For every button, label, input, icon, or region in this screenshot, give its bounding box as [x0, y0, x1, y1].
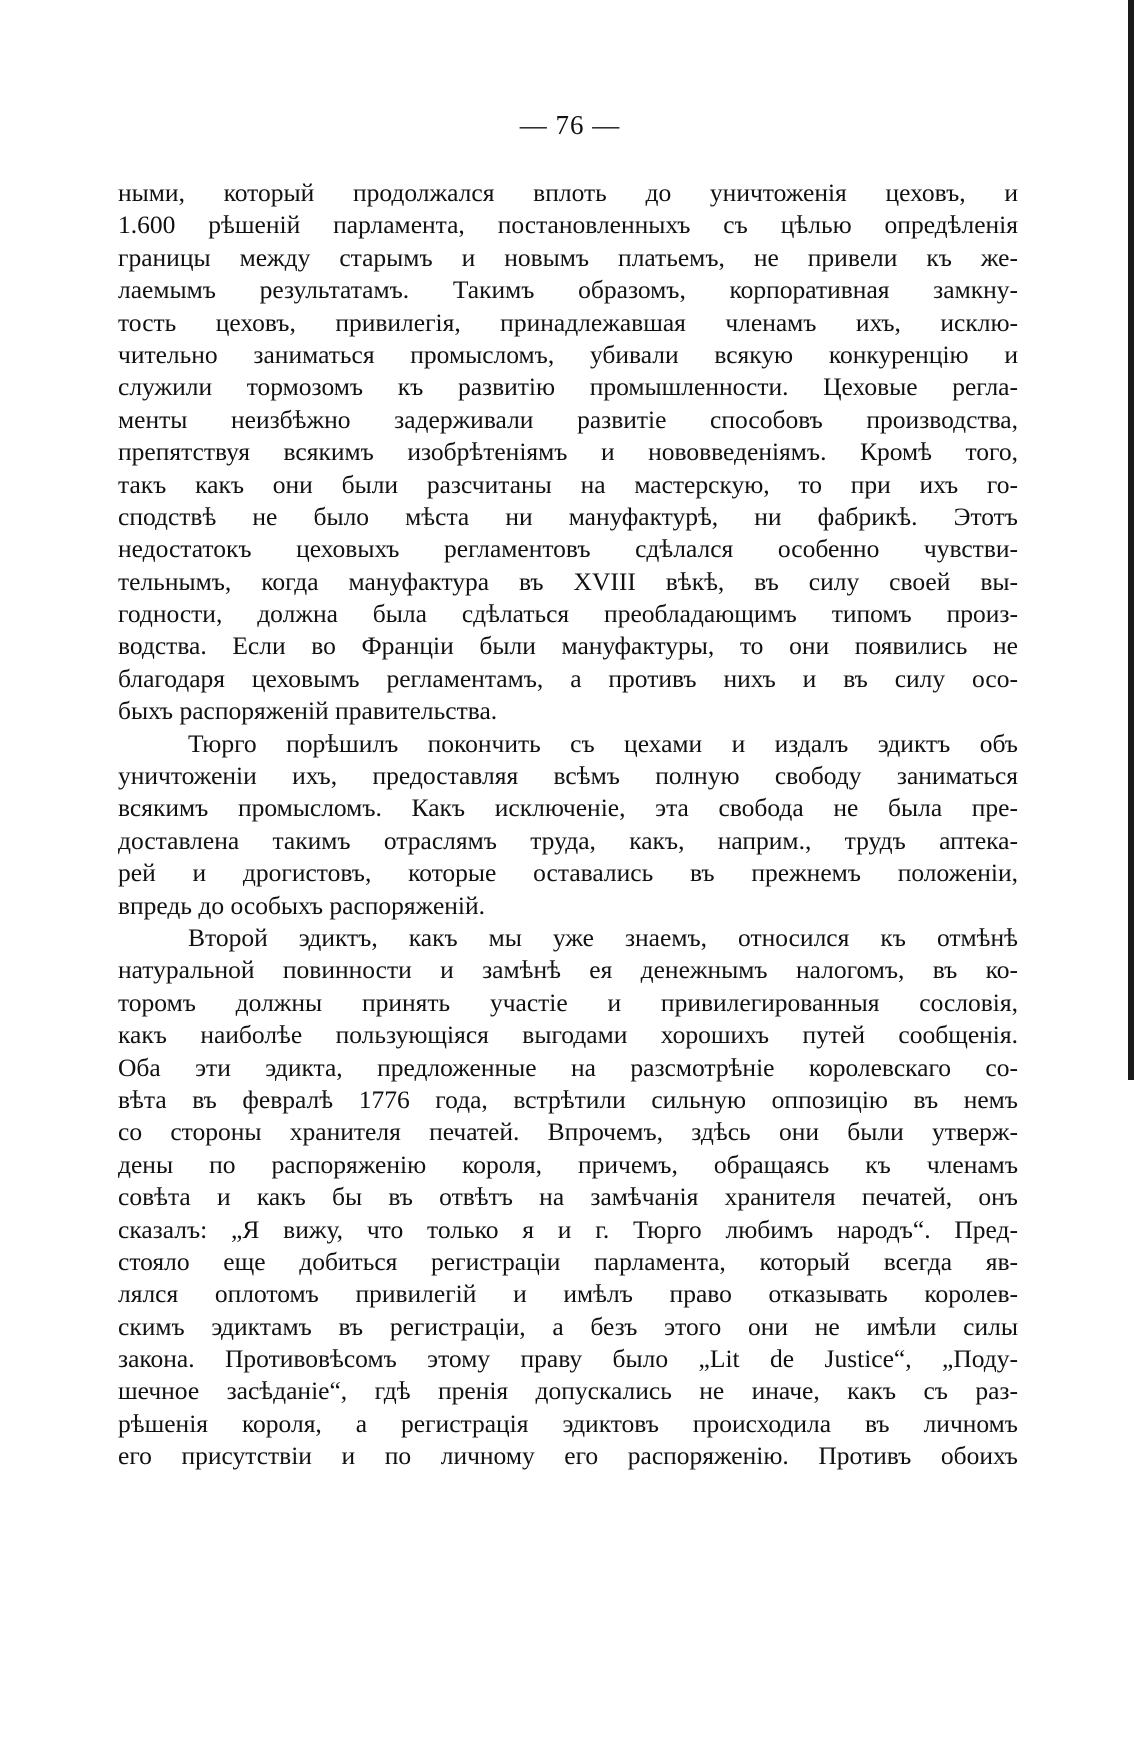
text-line: торомъ должны принять участіе и привилегированныя сословія,: [118, 987, 1018, 1017]
text-line: закона. Противовѣсомъ этому праву было „Lit de Justice“, „Поду-: [118, 1344, 1018, 1374]
text-line: рѣшенія короля, а регистрація эдиктовъ происходила въ личномъ: [118, 1408, 1018, 1438]
text-line: какъ наиболѣе пользующіяся выгодами хорошихъ путей сообщенія.: [118, 1020, 1018, 1050]
paragraph-1: [118, 177, 1018, 728]
scan-edge: [1128, 0, 1134, 1080]
text-line: тельнымъ, когда мануфактура въ XVIII вѣкѣ, въ силу своей вы-: [118, 566, 1018, 596]
text-line: вѣта въ февралѣ 1776 года, встрѣтили сильную оппозицію въ немъ: [118, 1084, 1018, 1114]
text-line: сподствѣ не было мѣста ни мануфактурѣ, ни фабрикѣ. Этотъ: [118, 501, 1018, 531]
text-line: такъ какъ они были разсчитаны на мастерскую, то при ихъ го-: [118, 469, 1018, 499]
text-line: доставлена такимъ отраслямъ труда, какъ, наприм., трудъ аптека-: [118, 825, 1018, 855]
page-number: — 76 —: [519, 110, 621, 140]
text-line: дены по распоряженію короля, причемъ, обращаясь къ членамъ: [118, 1149, 1018, 1179]
text-line: шечное засѣданіе“, гдѣ пренія допускались не иначе, какъ съ раз-: [118, 1376, 1018, 1406]
text-line: стояло еще добиться регистраціи парламента, который всегда яв-: [118, 1246, 1018, 1276]
text-line: со стороны хранителя печатей. Впрочемъ, здѣсь они были утверж-: [118, 1117, 1018, 1147]
text-line: ными, который продолжался вплоть до уничтоженія цеховъ, и: [118, 178, 1018, 207]
text-line: лаемымъ результатамъ. Такимъ образомъ, корпоративная замкну-: [118, 275, 1018, 305]
text-line: совѣта и какъ бы въ отвѣтъ на замѣчанія хранителя печатей, онъ: [118, 1182, 1018, 1212]
text-line: натуральной повинности и замѣнѣ ея денежнымъ налогомъ, въ ко-: [118, 955, 1018, 985]
text-line: быхъ распоряженій правительства.: [118, 696, 498, 726]
text-line: благодаря цеховымъ регламентамъ, а противъ нихъ и въ силу осо-: [118, 663, 1018, 693]
text-line: впредь до особыхъ распоряженій.: [118, 890, 486, 920]
text-line: его присутствіи и по личному его распоряженію. Противъ обоихъ: [118, 1441, 1018, 1471]
text-line: препятствуя всякимъ изобрѣтеніямъ и нововведеніямъ. Кромѣ того,: [118, 437, 1018, 467]
text-line: чительно заниматься промысломъ, убивали всякую конкуренцію и: [118, 339, 1018, 369]
text-line: лялся оплотомъ привилегій и имѣлъ право отказывать королев-: [118, 1279, 1018, 1309]
paragraph-3: [118, 922, 1018, 1473]
paragraph-2: [118, 728, 1018, 922]
text-line: всякимъ промысломъ. Какъ исключеніе, эта свобода не была пре-: [118, 793, 1018, 823]
text-line: годности, должна была сдѣлаться преобладающимъ типомъ произ-: [118, 599, 1018, 629]
text-line: служили тормозомъ къ развитію промышленности. Цеховые регла-: [118, 372, 1018, 402]
text-line: границы между старымъ и новымъ платьемъ, не привели къ же-: [118, 242, 1018, 272]
body-text: [118, 177, 1018, 1473]
text-line: недостатокъ цеховыхъ регламентовъ сдѣлался особенно чувстви-: [118, 534, 1018, 564]
text-line: скимъ эдиктамъ въ регистраціи, а безъ этого они не имѣли силы: [118, 1311, 1018, 1341]
text-line: Оба эти эдикта, предложенные на разсмотрѣніе королевскаго со-: [118, 1052, 1018, 1082]
text-line: Тюрго порѣшилъ покончить съ цехами и издалъ эдиктъ объ: [188, 728, 1018, 758]
text-line: водства. Если во Франціи были мануфактуры, то они появились не: [118, 631, 1018, 661]
text-line: 1.600 рѣшеній парламента, постановленныхъ съ цѣлью опредѣленія: [118, 210, 1018, 240]
text-line: Второй эдиктъ, какъ мы уже знаемъ, относился къ отмѣнѣ: [188, 922, 1018, 952]
text-line: уничтоженіи ихъ, предоставляя всѣмъ полную свободу заниматься: [118, 761, 1018, 791]
text-line: рей и дрогистовъ, которые оставались въ прежнемъ положеніи,: [118, 858, 1018, 888]
text-line: менты неизбѣжно задерживали развитіе способовъ производства,: [118, 404, 1018, 434]
text-line: сказалъ: „Я вижу, что только я и г. Тюрго любимъ народъ“. Пред-: [118, 1214, 1018, 1244]
text-line: тость цеховъ, привилегія, принадлежавшая членамъ ихъ, исклю-: [118, 307, 1018, 337]
